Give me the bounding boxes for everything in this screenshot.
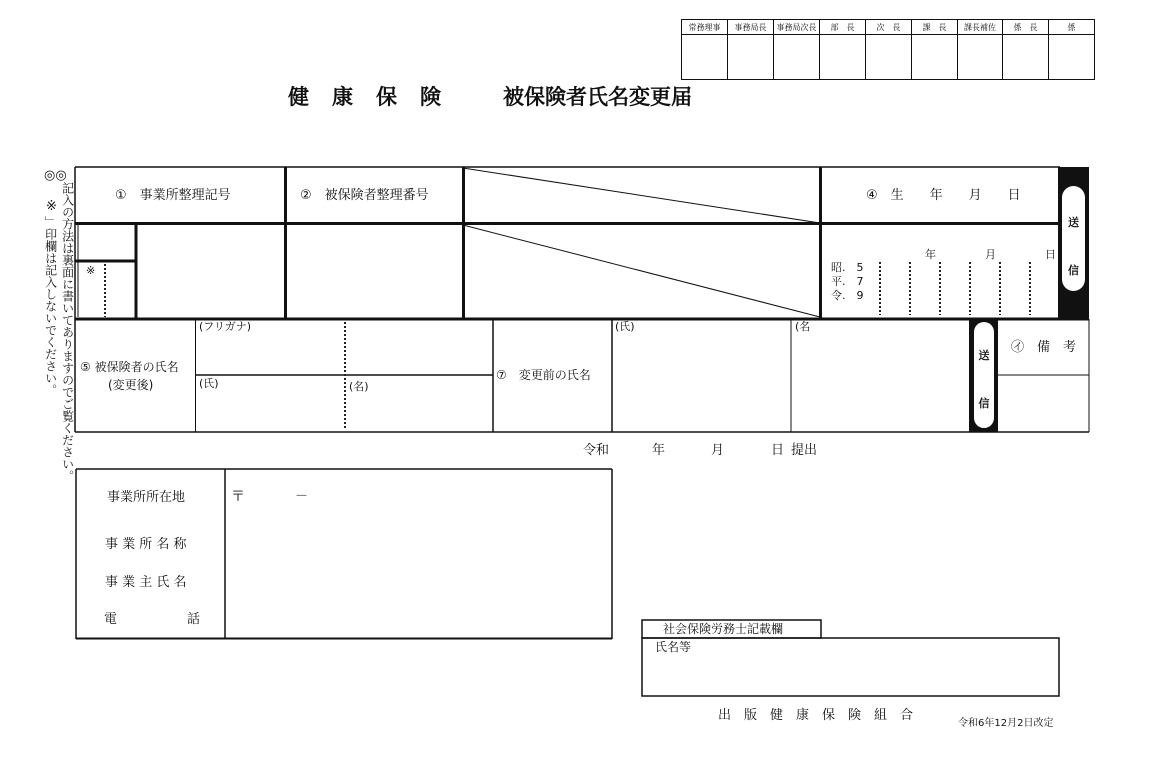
side-note-instructions: 記入の方法は裏面に書いてありますのでご覧ください。 (60, 182, 75, 482)
postal-mark: 〒 (231, 489, 245, 505)
birth-date-label: ④ 生 年 月 日 (866, 188, 1021, 203)
side-note-mark: ※ (46, 199, 57, 214)
side-note-marks: ◎◎ (44, 168, 67, 183)
postal-dash: － (295, 489, 309, 504)
organization-name: 出 版 健 康 保 険 組 合 (718, 708, 914, 723)
approval-stamp-label: 係 長 (1003, 20, 1049, 35)
approval-stamp-label: 課 長 (912, 20, 958, 35)
sharoushi-header: 社会保険労務士記載欄 (663, 622, 784, 636)
employer-name-label: 事 業 主 氏 名 (105, 575, 187, 590)
phone-label-2: 話 (187, 612, 201, 627)
birth-day-label: 日 (1045, 248, 1056, 261)
form-subtitle: 被保険者氏名変更届 (503, 85, 692, 109)
given-name-label: (名) (349, 380, 369, 393)
sharoushi-name-label: 氏名等 (655, 640, 692, 654)
approval-stamp-label: 事務局長 (728, 20, 774, 35)
submit-era: 令和 (583, 443, 610, 458)
office-name-label: 事 業 所 名 称 (105, 537, 187, 552)
office-number-label: ① 事業所整理記号 (115, 188, 231, 203)
prev-family-label: (氏) (615, 320, 635, 333)
birth-year-label: 年 (925, 248, 936, 261)
asterisk-mark: ※ (86, 264, 96, 277)
side-note-do-not-fill: 」印欄は記入しないでください。 (43, 216, 58, 396)
era-heisei: 平. 7 (831, 275, 864, 288)
send-indicator-top (1062, 186, 1085, 291)
send-label-char-2: 信 (1068, 264, 1079, 277)
send-label-char-1b: 送 (978, 349, 990, 362)
revision-date: 令和6年12月2日改定 (958, 718, 1054, 729)
submit-year: 年 (652, 443, 666, 458)
era-showa: 昭. 5 (831, 261, 864, 274)
office-address-label: 事業所所在地 (107, 490, 186, 505)
family-name-label: (氏) (199, 377, 219, 390)
approval-stamp-label: 課長補佐 (958, 20, 1003, 35)
insured-number-label: ② 被保険者整理番号 (300, 188, 429, 203)
approval-stamp-label: 部 長 (820, 20, 866, 35)
birth-month-label: 月 (985, 248, 996, 261)
era-reiwa: 令. 9 (831, 289, 864, 302)
insured-name-label: ⑤ 被保険者の氏名 (80, 360, 179, 374)
send-label-char-2b: 信 (978, 397, 990, 410)
furigana-label: (フリガナ) (199, 320, 252, 333)
insured-name-after-label: (変更後) (108, 378, 154, 392)
approval-stamp-label: 次 長 (866, 20, 912, 35)
approval-stamp-label: 事務局次長 (774, 20, 820, 35)
send-indicator-bottom (974, 322, 994, 428)
prev-given-label: (名 (795, 320, 811, 333)
prev-name-label: ⑦ 変更前の氏名 (496, 368, 591, 382)
send-label-char-1: 送 (1068, 216, 1079, 229)
remarks-label: ㋑ 備 考 (1011, 340, 1077, 355)
submit-month: 月 (711, 443, 725, 458)
phone-label-1: 電 (104, 612, 118, 627)
submit-day: 日 (771, 443, 785, 458)
submit-label: 提出 (791, 443, 818, 458)
approval-stamp-label: 常務理事 (682, 20, 728, 35)
form-title: 健 康 保 険 (288, 85, 442, 109)
approval-stamp-label: 係 (1049, 20, 1095, 35)
